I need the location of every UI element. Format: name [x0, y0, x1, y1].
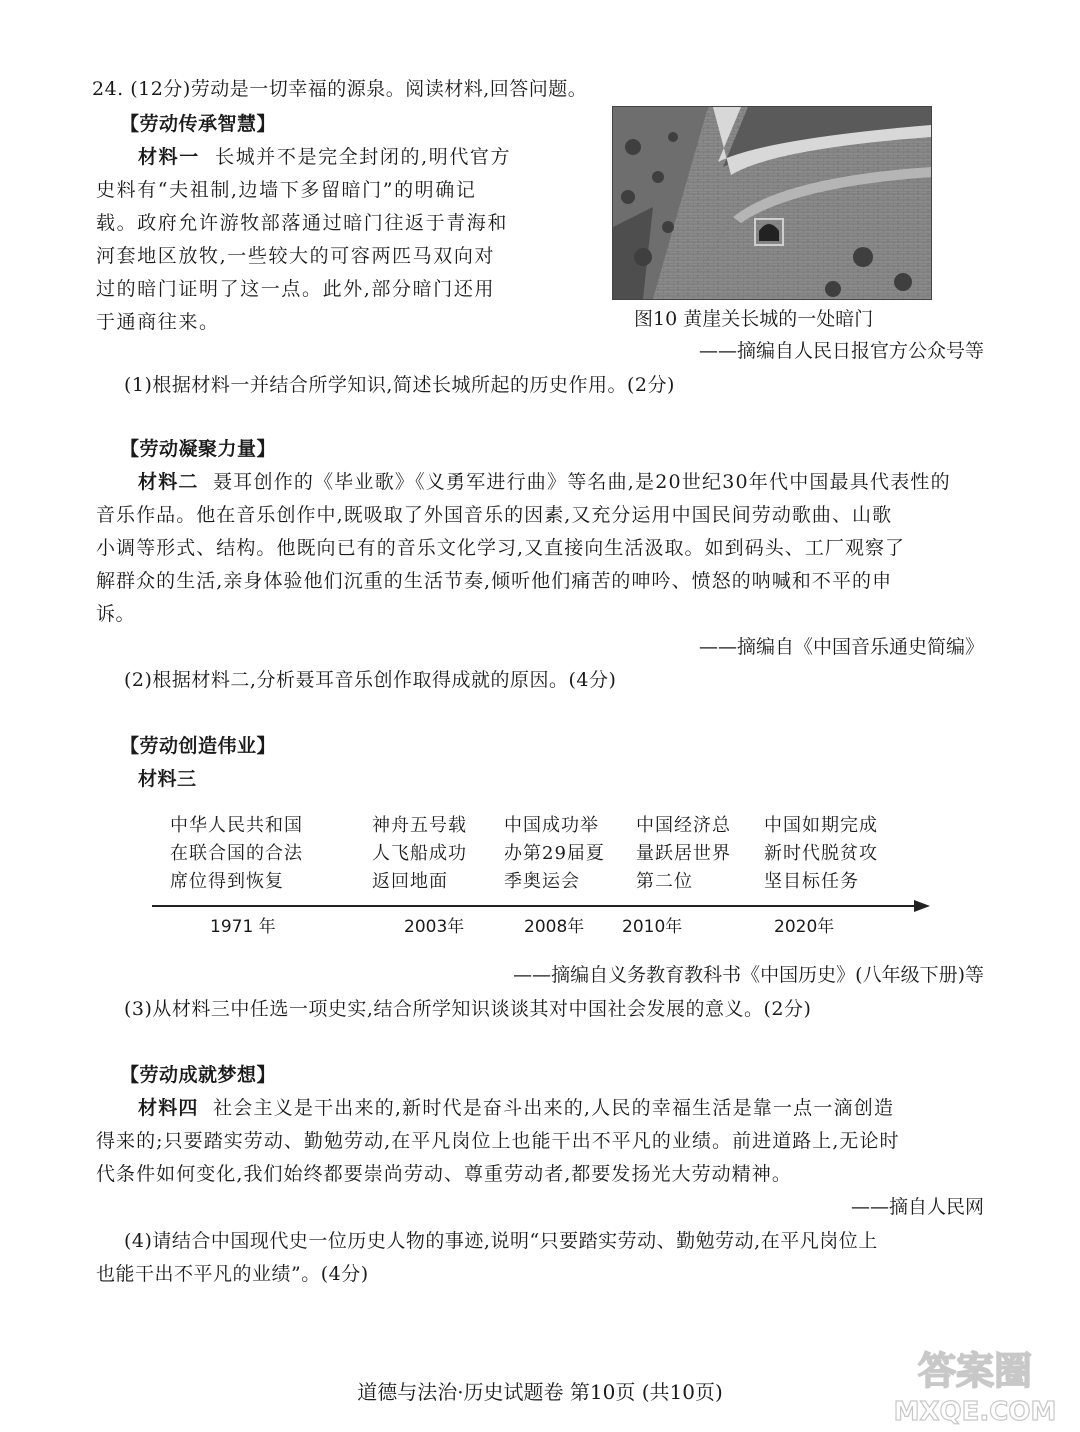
svg-text:答案圈: 答案圈 [917, 1349, 1033, 1393]
material-line: 小调等形式、结构。他既向已有的音乐文化学习,又直接向生活汲取。如到码头、工厂观察了 [96, 537, 906, 559]
section-heading: 【劳动凝聚力量】 [120, 438, 277, 460]
question-4: (4)请结合中国现代史一位历史人物的事迹,说明“只要踏实劳动、勤勉劳动,在平凡岗位上 [124, 1230, 878, 1252]
watermark-logo [880, 1340, 1070, 1426]
material-line: 史料有“夫祖制,边墙下多留暗门”的明确记 [96, 179, 477, 201]
timeline-event: 中国成功举 办第29届夏 季奥运会 [504, 815, 605, 892]
section-heading: 【劳动创造伟业】 [120, 735, 277, 757]
timeline [150, 812, 940, 942]
section-heading: 【劳动传承智慧】 [120, 113, 277, 135]
material-label: 材料四 [138, 1097, 199, 1119]
material-line: 过的暗门证明了这一点。此外,部分暗门还用 [96, 278, 496, 300]
timeline-year: 1971 年 [210, 917, 276, 937]
timeline-year: 2008年 [524, 917, 585, 937]
source-citation: ——摘编自《中国音乐通史简编》 [698, 636, 984, 658]
timeline-year: 2010年 [622, 917, 683, 937]
question-3: (3)从材料三中任选一项史实,结合所学知识谈谈其对中国社会发展的意义。(2分) [124, 998, 812, 1020]
material-line: 材料二 聂耳创作的《毕业歌》《义勇军进行曲》等名曲,是20世纪30年代中国最具代表性的 [138, 471, 951, 493]
section-heading: 【劳动成就梦想】 [120, 1064, 277, 1086]
material-line: 河套地区放牧,一些较大的可容两匹马双向对 [96, 245, 496, 267]
source-citation: ——摘自人民网 [850, 1196, 984, 1218]
material-label: 材料一 [138, 146, 200, 168]
material-label: 材料二 [138, 471, 199, 493]
material-line: 材料四 社会主义是干出来的,新时代是奋斗出来的,人民的幸福生活是靠一点一滴创造 [138, 1097, 895, 1119]
material-line: 代条件如何变化,我们始终都要崇尚劳动、尊重劳动者,都要发扬光大劳动精神。 [96, 1163, 792, 1185]
timeline-event: 中国如期完成 新时代脱贫攻 坚目标任务 [764, 815, 878, 892]
page-footer: 道德与法治·历史试题卷 第10页 (共10页) [357, 1380, 723, 1404]
question-2: (2)根据材料二,分析聂耳音乐创作取得成就的原因。(4分) [124, 669, 617, 691]
material-label: 材料三 [138, 768, 197, 790]
timeline-event: 神舟五号载 人飞船成功 返回地面 [372, 815, 467, 892]
timeline-event: 中国经济总 量跃居世界 第二位 [636, 815, 731, 892]
great-wall-photo [612, 106, 932, 300]
material-line: 于通商往来。 [96, 311, 220, 333]
material-line: 材料一 长城并不是完全封闭的,明代官方 [138, 146, 512, 168]
timeline-year: 2003年 [404, 917, 465, 937]
timeline-year: 2020年 [774, 917, 835, 937]
question-4-cont: 也能干出不平凡的业绩”。(4分) [96, 1263, 369, 1285]
material-line: 解群众的生活,亲身体验他们沉重的生活节奏,倾听他们痛苦的呻吟、愤怒的呐喊和不平的申 [96, 570, 893, 592]
figure-caption: 图10 黄崖关长城的一处暗门 [634, 308, 874, 330]
question-title: 24. (12分)劳动是一切幸福的源泉。阅读材料,回答问题。 [92, 78, 588, 100]
question-1: (1)根据材料一并结合所学知识,简述长城所起的历史作用。(2分) [124, 374, 675, 396]
source-citation: ——摘编自人民日报官方公众号等 [698, 340, 984, 362]
material-line: 载。政府允许游牧部落通过暗门往返于青海和 [96, 212, 509, 234]
source-citation: ——摘编自义务教育教科书《中国历史》(八年级下册)等 [513, 964, 984, 986]
material-line: 诉。 [96, 603, 136, 625]
material-line: 得来的;只要踏实劳动、勤勉劳动,在平凡岗位上也能干出不平凡的业绩。前进道路上,无论时 [96, 1130, 900, 1152]
svg-text:MXQE.COM: MXQE.COM [893, 1397, 1057, 1426]
material-line: 音乐作品。他在音乐创作中,既吸取了外国音乐的因素,又充分运用中国民间劳动歌曲、山歌 [96, 504, 893, 526]
timeline-event: 中华人民共和国 在联合国的合法 席位得到恢复 [170, 815, 303, 892]
